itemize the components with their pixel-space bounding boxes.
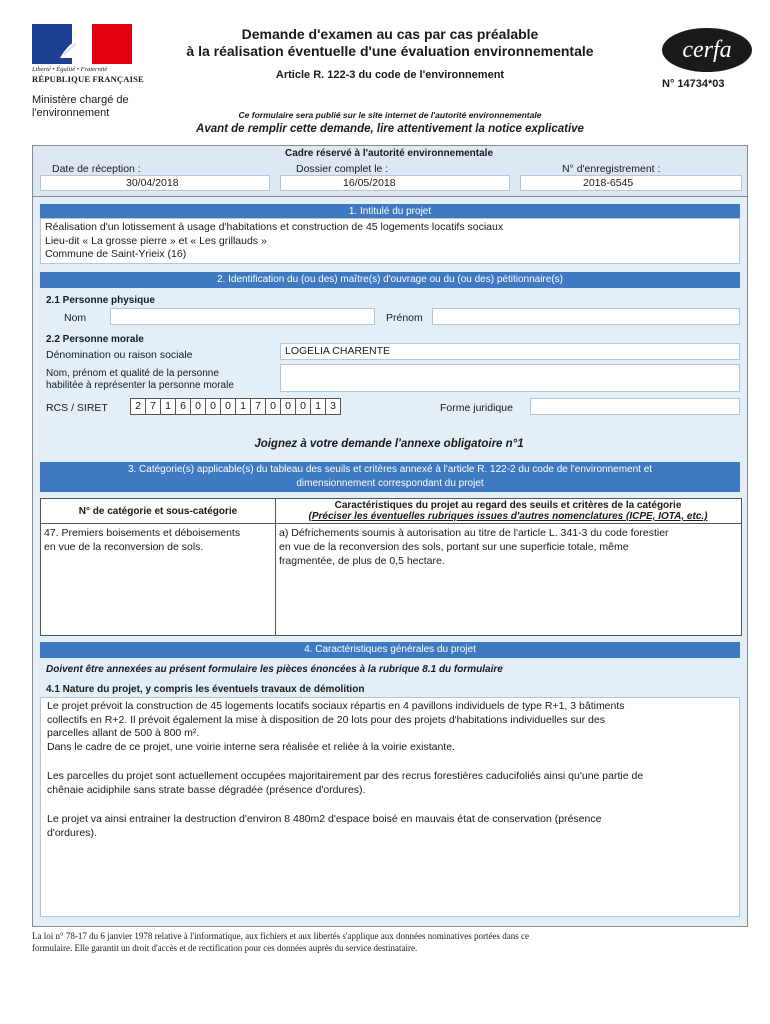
enregistrement-label: N° d'enregistrement : [562,163,661,175]
siret-digit[interactable]: 0 [295,398,311,415]
section1-header: 1. Intitulé du projet [40,204,740,220]
cerfa-logo: cerfa [662,28,752,72]
dossier-field[interactable]: 16/05/2018 [280,175,510,191]
enregistrement-field[interactable]: 2018-6545 [520,175,742,191]
siret-digit[interactable]: 7 [250,398,266,415]
marianne-icon [42,30,102,60]
reception-date-field[interactable]: 30/04/2018 [40,175,270,191]
physique-label: 2.1 Personne physique [46,295,155,306]
representant-field[interactable] [280,364,740,392]
siret-digit[interactable]: 0 [220,398,236,415]
nature-label: 4.1 Nature du projet, y compris les éventuels travaux de démolition [46,684,365,695]
project-title-field[interactable]: Réalisation d'un lotissement à usage d'habitations et construction de 45 logements locatifs sociaux Lieu-dit « La grosse pierre » et « Les grillauds » Commune de Saint-Yrieix (16) [40,218,740,264]
forme-label: Forme juridique [440,402,513,414]
siret-digit[interactable]: 2 [130,398,146,415]
siret-digit[interactable]: 0 [205,398,221,415]
forme-field[interactable] [530,398,740,415]
annexe-notice: Joignez à votre demande l'annexe obligatoire n°1 [254,438,524,450]
reception-date-label: Date de réception : [52,163,141,175]
publication-notice: Ce formulaire sera publié sur le site internet de l'autorité environnementale [238,110,542,120]
col-caracteristiques-head: Caractéristiques du projet au regard des seuils et critères de la catégorie (Préciser les éventuelles rubriques issues d'autres nomenclatures (ICPE, IOTA, etc.) [308,500,708,522]
republique-label: RÉPUBLIQUE FRANÇAISE [32,74,144,84]
siret-digit[interactable]: 0 [190,398,206,415]
prenom-label: Prénom [386,312,423,324]
siret-digit[interactable]: 1 [160,398,176,415]
col-categorie-head: N° de catégorie et sous-catégorie [78,506,238,517]
siret-digit[interactable]: 1 [310,398,326,415]
ministere: Ministère chargé de l'environnement [32,94,129,119]
siret-digit[interactable]: 3 [325,398,341,415]
siret-field[interactable] [130,398,340,415]
denomination-label: Dénomination ou raison sociale [46,349,193,361]
cnil-notice: La loi n° 78-17 du 6 janvier 1978 relative à l'informatique, aux fichiers et aux libertés s'applique aux données nominatives portées dans ce formulaire. Elle garantit un droit d'accès et de rectification pour ces données auprès du service destinataire. [32,931,529,953]
siret-digit[interactable]: 7 [145,398,161,415]
nom-label: Nom [64,312,87,324]
habilite-label: Nom, prénom et qualité de la personne habilitée à représenter la personne morale [46,368,234,391]
nom-field[interactable] [110,308,375,325]
cerfa-number: N° 14734*03 [662,78,725,90]
instruction-notice: Avant de remplir cette demande, lire attentivement la notice explicative [196,123,584,135]
siret-digit[interactable]: 1 [235,398,251,415]
section3-header: 3. Catégorie(s) applicable(s) du tableau des seuils et critères annexé à l'article R. 122-2 du code de l'environnement et dimensionnement correspondant du projet [40,462,740,492]
siret-digit[interactable]: 0 [280,398,296,415]
caracteristiques-cell[interactable]: a) Défrichements soumis à autorisation au titre de l'article L. 341-3 du code forestier en vue de la reconversion des sols, portant sur une superficie totale, même fragmentée, de plus de 0,5 hectare. [279,527,669,567]
section4-header: 4. Caractéristiques générales du projet [40,642,740,658]
devise: Liberté • Égalité • Fraternité [32,66,108,73]
morale-label: 2.2 Personne morale [46,334,144,345]
dossier-label: Dossier complet le : [296,163,389,175]
rcs-label: RCS / SIRET [46,402,108,414]
siret-digit[interactable]: 6 [175,398,191,415]
reserved-title: Cadre réservé à l'autorité environnementale [284,148,494,159]
prenom-field[interactable] [432,308,740,325]
article-reference: Article R. 122-3 du code de l'environnement [275,69,505,81]
doivent-notice: Doivent être annexées au présent formulaire les pièces énoncées à la rubrique 8.1 du formulaire [46,664,503,675]
marianne-logo [32,24,132,64]
nature-projet-field[interactable]: Le projet prévoit la construction de 45 logements locatifs sociaux répartis en 4 pavillons individuels de type R+1, 3 bâtiments collectifs en R+2. Il prévoit également la mise à disposition de 20 lots pour des projets d'habitations individuelles sur des parcelles allant de 500 à 800 m². Dans le cadre de ce projet, une voirie interne sera réalisée et reliée à la voirie existante. Les parcelles du projet sont actuellement occupées majoritairement par des recrus forestières caducifoliés ainsi qu'une partie de chênaie acidiphile sans strate basse dégradée (présence d'ordures). Le projet va ainsi entrainer la destruction d'environ 8 480m2 d'espace boisé en mauvais état de conservation (présence d'ordures). [40,697,740,917]
denomination-field[interactable]: LOGELIA CHARENTE [280,343,740,360]
categories-table [40,498,742,636]
categorie-cell[interactable]: 47. Premiers boisements et déboisements en vue de la reconversion de sols. [44,527,241,553]
siret-digit[interactable]: 0 [265,398,281,415]
form-title: Demande d'examen au cas par cas préalable à la réalisation éventuelle d'une évaluation environnementale [186,26,594,59]
section2-header: 2. Identification du (ou des) maître(s) d'ouvrage ou du (ou des) pétitionnaire(s) [40,272,740,288]
